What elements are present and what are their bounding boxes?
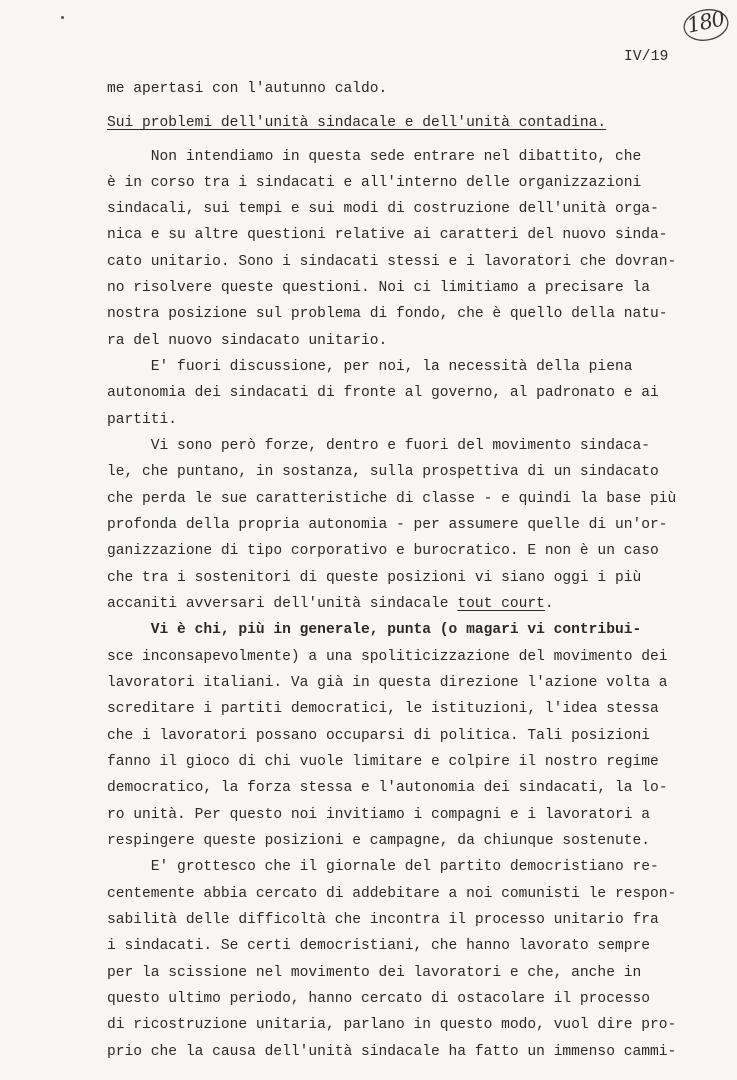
- text-line: democratico, la forza stessa e l'autonomia dei sindacati, la lo-: [107, 780, 668, 796]
- text-line: E' grottesco che il giornale del partito democristiano re-: [107, 859, 659, 875]
- archive-stamp-number: 180: [684, 6, 727, 38]
- text-line: ro unità. Per questo noi invitiamo i compagni e i lavoratori a: [107, 807, 650, 823]
- text-line: ra del nuovo sindacato unitario.: [107, 333, 388, 349]
- text-line: Vi è chi, più in generale, punta (o magari vi contribui-: [107, 622, 642, 638]
- text-line: le, che puntano, in sostanza, sulla prospettiva di un sindacato: [107, 464, 659, 480]
- text-line: E' fuori discussione, per noi, la necessità della piena: [107, 359, 633, 375]
- text-line-with-emphasis: [107, 595, 554, 613]
- text-line: autonomia dei sindacati di fronte al governo, al padronato e ai: [107, 385, 659, 401]
- text-line: Vi sono però forze, dentro e fuori del movimento sindaca-: [107, 438, 650, 454]
- text-line: per la scissione nel movimento dei lavoratori e che, anche in: [107, 965, 642, 981]
- text-line: sce inconsapevolmente) a una spoliticizzazione del movimento dei: [107, 649, 668, 665]
- text-line: i sindacati. Se certi democristiani, che hanno lavorato sempre: [107, 938, 650, 954]
- text-line: che i lavoratori possano occuparsi di politica. Tali posizioni: [107, 728, 650, 744]
- text-fragment: .: [544, 596, 554, 612]
- text-line: di ricostruzione unitaria, parlano in questo modo, vuol dire pro-: [107, 1017, 677, 1033]
- text-line: sabilità delle difficoltà che incontra il processo unitario fra: [107, 912, 659, 928]
- text-line: che perda le sue caratteristiche di classe - e quindi la base più: [107, 491, 677, 507]
- section-heading: Sui problemi dell'unità sindacale e dell'unità contadina.: [107, 115, 607, 131]
- text-line: no risolvere queste questioni. Noi ci limitiamo a precisare la: [107, 280, 650, 296]
- text-line: nostra posizione sul problema di fondo, che è quello della natu-: [107, 306, 668, 322]
- page-number: IV/19: [624, 49, 669, 65]
- text-line: cato unitario. Sono i sindacati stessi e i lavoratori che dovran-: [107, 254, 677, 270]
- text-line: prio che la causa dell'unità sindacale ha fatto un immenso cammi-: [107, 1044, 677, 1060]
- text-line: fanno il gioco di chi vuole limitare e colpire il nostro regime: [107, 754, 659, 770]
- text-line: nica e su altre questioni relative ai caratteri del nuovo sinda-: [107, 227, 668, 243]
- text-line: è in corso tra i sindacati e all'interno delle organizzazioni: [107, 175, 642, 191]
- text-line: ganizzazione di tipo corporativo e burocratico. E non è un caso: [107, 543, 659, 559]
- text-line: screditare i partiti democratici, le istituzioni, l'idea stessa: [107, 701, 659, 717]
- text-line: partiti.: [107, 412, 178, 428]
- text-line: questo ultimo periodo, hanno cercato di ostacolare il processo: [107, 991, 650, 1007]
- text-line: che tra i sostenitori di queste posizioni vi siano oggi i più: [107, 570, 642, 586]
- text-line: sindacali, sui tempi e sui modi di costruzione dell'unità orga-: [107, 201, 659, 217]
- underlined-phrase: tout court: [457, 596, 545, 612]
- text-fragment: accaniti avversari dell'unità sindacale: [107, 596, 458, 612]
- text-line: Non intendiamo in questa sede entrare nel dibattito, che: [107, 149, 642, 165]
- text-line: lavoratori italiani. Va già in questa direzione l'azione volta a: [107, 675, 668, 691]
- margin-mark: [61, 16, 64, 19]
- text-line: profonda della propria autonomia - per assumere quelle di un'or-: [107, 517, 668, 533]
- text-line: me apertasi con l'autunno caldo.: [107, 81, 388, 97]
- text-line: respingere queste posizioni e campagne, da chiunque sostenute.: [107, 833, 650, 849]
- text-line: centemente abbia cercato di addebitare a noi comunisti le respon-: [107, 886, 677, 902]
